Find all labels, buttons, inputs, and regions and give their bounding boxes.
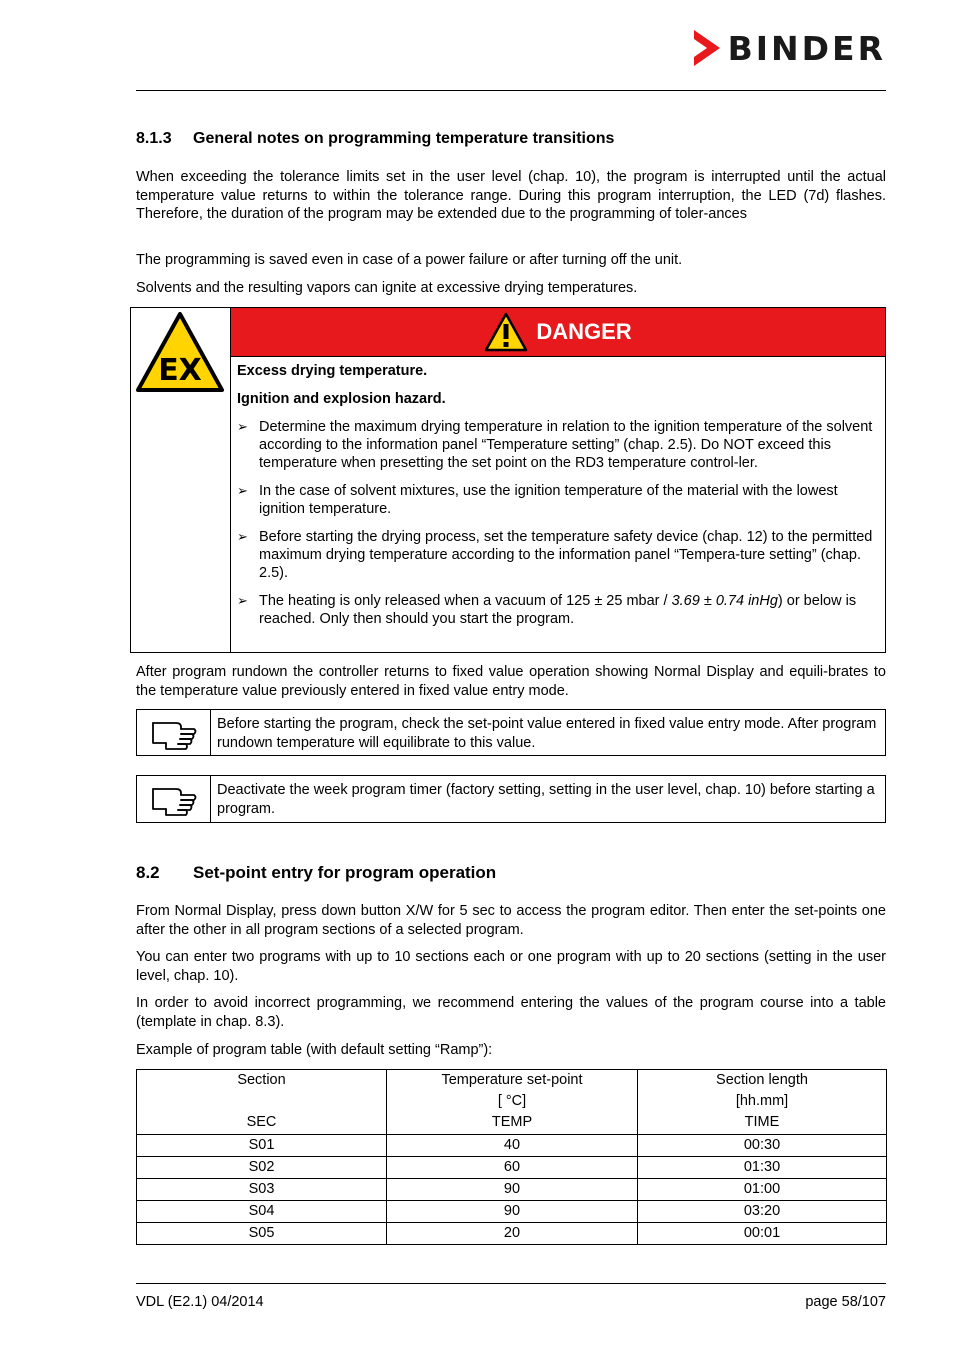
danger-line-drying: Excess drying temperature. xyxy=(237,363,428,379)
brand-logo xyxy=(694,30,886,66)
warning-icon xyxy=(484,312,528,352)
program-table xyxy=(136,1069,887,1245)
arrow-bullet-icon: ➢ xyxy=(237,483,248,498)
danger-bullet: ➢ The heating is only released when a vacuum of 125 ± 25 mbar / 3.69 ± 0.74 inHg) or below is reached. Only then should you start the program. xyxy=(237,593,857,627)
paragraph-two-programs: You can enter two programs with up to 10 sections each or one program with up to 20 sections (setting in the user level, chap. 10). xyxy=(136,949,886,984)
paragraph-program-editor: From Normal Display, press down button X/W for 5 sec to access the program editor. Then enter the set-points one after the other in all program sections of a selected program. xyxy=(136,903,886,938)
brand-name: BINDER xyxy=(727,28,886,68)
danger-header xyxy=(231,308,885,357)
danger-bullet: ➢ Determine the maximum drying temperature in relation to the ignition temperature of the solvent according to the information panel “Temperature setting” (chap. 2.5). Do NOT exceed this temperature when presetting the set point on the RD3 temperature control-ler. xyxy=(237,419,873,471)
danger-bullet: ➢ In the case of solvent mixtures, use the ignition temperature of the material with the lowest ignition temperature. xyxy=(237,483,838,517)
note-box xyxy=(136,709,886,756)
footer-page-number: page 58/107 xyxy=(805,1294,886,1310)
note-text: Deactivate the week program timer (factory setting, setting in the user level, chap. 10) before starting a program. xyxy=(217,782,875,817)
table-row: S05 20 00:01 xyxy=(137,1223,887,1245)
footer-rule xyxy=(136,1283,886,1284)
header-length: Section length [hh.mm] TIME xyxy=(638,1070,887,1135)
danger-line-ignition: Ignition and explosion hazard. xyxy=(237,391,446,407)
table-row: S01 40 00:30 xyxy=(137,1135,887,1157)
danger-body xyxy=(237,356,881,628)
paragraph-avoid-incorrect: In order to avoid incorrect programming, we recommend entering the values of the program course into a table (template in chap. 8.3). xyxy=(136,995,886,1030)
arrow-bullet-icon: ➢ xyxy=(237,419,248,434)
section-heading-82 xyxy=(136,863,496,883)
danger-bullet: ➢ Before starting the drying process, set the temperature safety device (chap. 12) to the permitted maximum drying temperature according to the information panel “Tempera-ture setting” (chap. 2.5). xyxy=(237,529,873,581)
paragraph-tolerance: When exceeding the tolerance limits set in the user level (chap. 10), the program is interrupted until the actual temperature value returns to within the tolerance range. During this program interruption, the LED (7d) flashes. Therefore, the duration of the program may be extended due to the programming of toler-ances xyxy=(136,169,886,222)
header-rule xyxy=(136,90,886,91)
arrow-bullet-icon: ➢ xyxy=(237,593,248,608)
section-heading-813 xyxy=(136,130,614,148)
note-icon-cell xyxy=(137,776,211,822)
note-text: Before starting the program, check the set-point value entered in fixed value entry mode. After program rundown temperature will equilibrate to this value. xyxy=(217,716,877,751)
danger-label: DANGER xyxy=(536,319,632,344)
paragraph-example-table: Example of program table (with default setting “Ramp”): xyxy=(136,1042,493,1058)
table-header-row xyxy=(137,1070,887,1135)
table-row: S02 60 01:30 xyxy=(137,1157,887,1179)
table-row: S03 90 01:00 xyxy=(137,1179,887,1201)
arrow-bullet-icon: ➢ xyxy=(237,529,248,544)
pointing-hand-icon xyxy=(150,714,198,752)
pointing-hand-icon xyxy=(150,780,198,818)
explosion-hazard-icon xyxy=(136,312,224,392)
paragraph-after-rundown: After program rundown the controller returns to fixed value operation showing Normal Display and equili-brates to the temperature value previously entered in fixed value entry mode. xyxy=(136,664,886,699)
footer-doc-id: VDL (E2.1) 04/2014 xyxy=(136,1294,264,1310)
header-section: Section SEC xyxy=(137,1070,387,1135)
section-number: 8.2 xyxy=(136,863,160,882)
paragraph-saved: The programming is saved even in case of a power failure or after turning off the unit. xyxy=(136,252,683,268)
paragraph-solvents: Solvents and the resulting vapors can ignite at excessive drying temperatures. xyxy=(136,280,638,296)
section-title: General notes on programming temperature transitions xyxy=(193,130,615,147)
svg-text:EX: EX xyxy=(158,353,202,388)
section-number: 8.1.3 xyxy=(136,130,172,147)
binder-logo-icon xyxy=(694,30,720,66)
header-temperature: Temperature set-point [ °C] TEMP xyxy=(387,1070,638,1135)
danger-symbol-cell xyxy=(131,308,231,652)
section-title: Set-point entry for program operation xyxy=(193,863,497,882)
note-icon-cell xyxy=(137,710,211,755)
table-row: S04 90 03:20 xyxy=(137,1201,887,1223)
danger-box xyxy=(130,307,886,653)
note-box xyxy=(136,775,886,823)
